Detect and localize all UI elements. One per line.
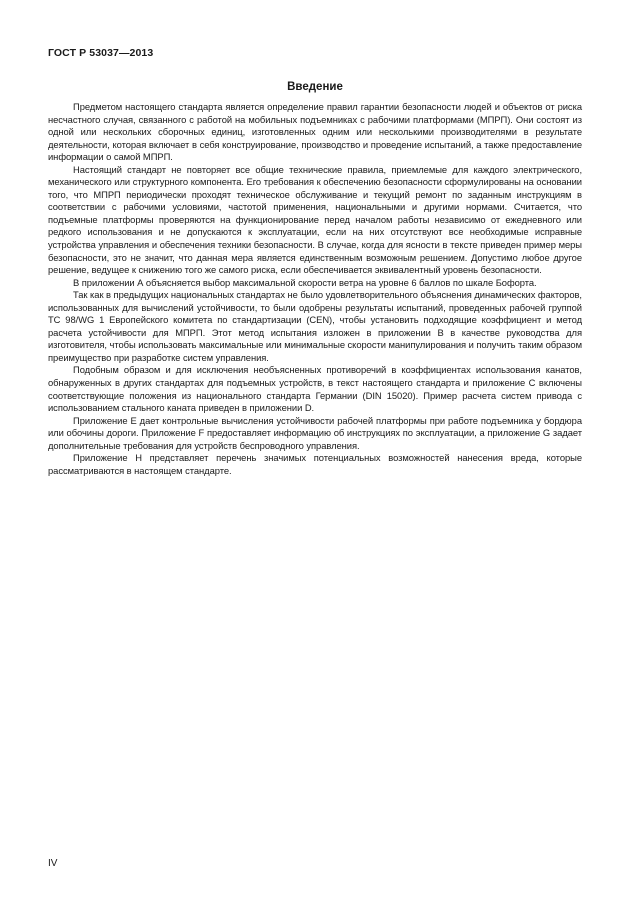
body-text <box>48 101 582 477</box>
paragraph-annex-e-f-g: Приложение Е дает контрольные вычисления устойчивости рабочей платформы при работе подъемника у бордюра или обочины дороги. Приложение F предоставляет информацию об инструкциях по эксплуатации, а приложение G задает дополнительные требования для устройств беспроводного управления. <box>48 414 582 451</box>
paragraph-annex-a: В приложении А объясняется выбор максимальной скорости ветра на уровне 6 баллов по шкале Бофорта. <box>73 276 537 288</box>
section-title: Введение <box>287 81 343 93</box>
paragraph-annex-b: Так как в предыдущих национальных стандартах не было удовлетворительного объяснения динамических факторов, использованных для вычислений устойчивости, то были одобрены результаты испытаний, проведенных рабочей группой ТС 98/WG 1 Европейского комитета по стандартизации (CEN), чтобы установить подходящие коэффициент и метод расчета устойчивости для МПРП. Этот метод испытания изложен в приложении В в качестве руководства для изготовителя, чтобы использовать максимальные или минимальные скорости манипулирования и получить таким образом преимущество при разработке систем управления. <box>48 289 582 363</box>
standard-designation: ГОСТ Р 53037—2013 <box>48 47 154 59</box>
paragraph-annex-c-d: Подобным образом и для исключения необъясненных противоречий в коэффициентах использования канатов, обнаруженных в других стандартах для подъемных устройств, в текст настоящего стандарта и приложение С включены соответствующие положения из национального стандарта Германии (DIN 15020). Пример расчета систем привода с использованием стального каната приведен в приложении D. <box>48 364 582 414</box>
paragraph-subject: Предметом настоящего стандарта является определение правил гарантии безопасности людей и объектов от риска несчастного случая, связанного с работой на мобильных подъемниках с рабочими платформами (МПРП). Они состоят из одной или нескольких сборочных единиц, изготовленных одним или несколькими производителями в результате деятельности, которая включает в себя конструирование, производство и проведение испытаний, а также предоставление информации о самой МПРП. <box>48 101 582 163</box>
page-number: IV <box>48 858 58 869</box>
paragraph-general-rules: Настоящий стандарт не повторяет все общие технические правила, приемлемые для каждого электрического, механического или структурного компонента. Его требования к обеспечению безопасности сформулированы на основании того, что МПРП периодически проходят техническое обслуживание и текущий ремонт по заданным инструкциям в соответствии с рабочими условиями, частотой применения, национальными и другими нормами. Считается, что подъемные платформы проверяются на функционирование перед началом работы независимо от ежедневного или редкого использования и не допускаются к эксплуатации, если на них отсутствуют все необходимые исправные устройства управления и обеспечения техники безопасности. В случае, когда для ясности в тексте приведен пример меры безопасности, это не значит, что данная мера является единственным возможным решением. Допустимо любое другое решение, ведущее к снижению того же самого риска, если обеспечивается эквивалентный уровень безопасности. <box>48 163 582 276</box>
paragraph-annex-h: Приложение Н представляет перечень значимых потенциальных возможностей нанесения вреда, которые рассматриваются в настоящем стандарте. <box>48 452 582 476</box>
